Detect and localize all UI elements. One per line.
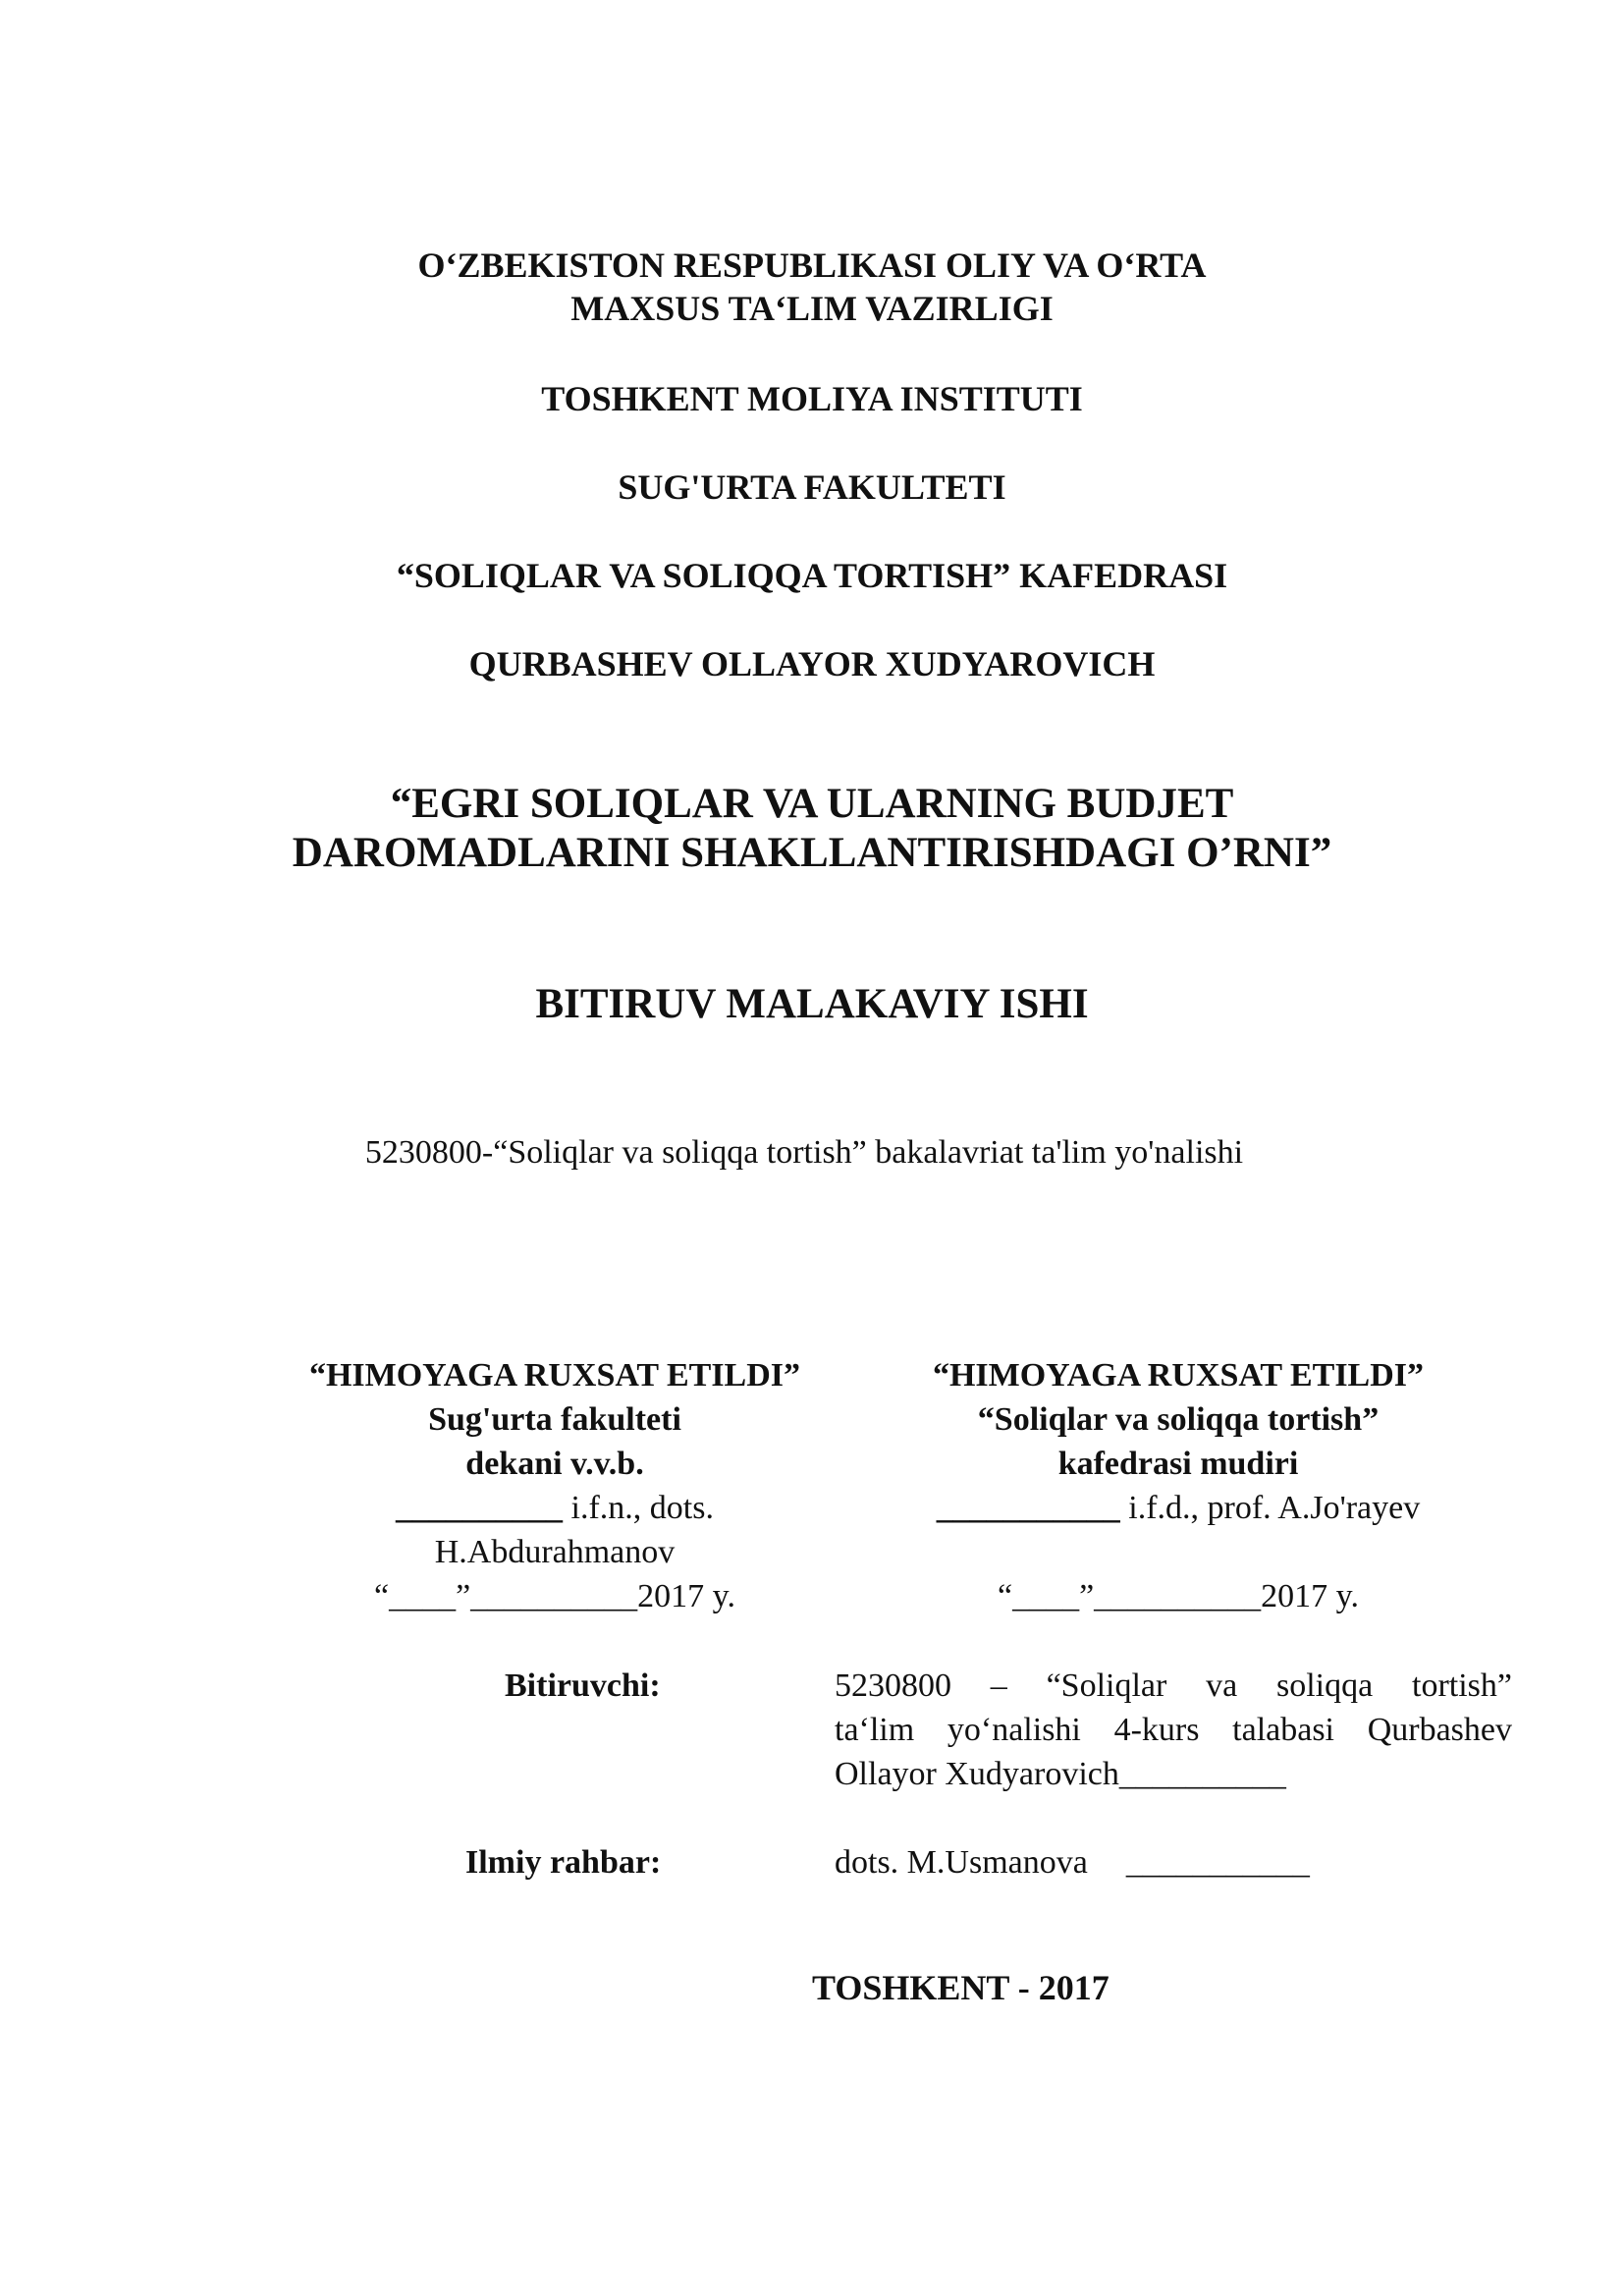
approval-left [245,1353,864,1618]
ministry-line-2: MAXSUS TA‘LIM VAZIRLIGI [570,289,1054,328]
approval-right-spacer [874,1530,1483,1574]
approval-right-degree-name: i.f.d., prof. A.Jo'rayev [1119,1490,1421,1526]
approval-left-name: H.Abdurahmanov [434,1534,676,1570]
supervisor-signature-blank: ___________ [1125,1844,1310,1881]
ministry-heading [0,244,1624,330]
graduate-info [835,1664,1512,1796]
faculty-name: SUG'URTA FAKULTETI [618,467,1006,507]
ministry-line-1: O‘ZBEKISTON RESPUBLIKASI OLIY VA O‘RTA [417,246,1207,285]
approval-left-faculty: Sug'urta fakulteti [428,1401,681,1438]
approval-right-signature-line [874,1486,1483,1530]
approval-left-signature-blank: __________ [396,1490,564,1526]
institute-name: TOSHKENT MOLIYA INSTITUTI [541,379,1083,418]
approval-left-signature-line [245,1486,864,1530]
thesis-title [0,780,1624,878]
specialty-line: 5230800-“Soliqlar va soliqqa tortish” bakalavriat ta'lim yo'nalishi [364,1134,1244,1171]
approval-left-date: “____”__________2017 y. [374,1578,735,1614]
approval-left-heading: “HIMOYAGA RUXSAT ETILDI” [308,1357,801,1394]
thesis-title-line-2: DAROMADLARINI SHAKLLANTIRISHDAGI O’RNI” [292,830,1332,876]
supervisor-name: dots. M.Usmanova [835,1844,1088,1881]
graduate-info-line-2: ta‘lim yo‘nalishi 4-kurs talabasi Qurbashev [835,1712,1512,1748]
work-type: BITIRUV MALAKAVIY ISHI [535,981,1089,1027]
graduate-info-line-3: Ollayor Xudyarovich__________ [835,1756,1286,1792]
approval-left-position: dekani v.v.b. [465,1446,644,1482]
approval-right-heading: “HIMOYAGA RUXSAT ETILDI” [932,1357,1425,1394]
supervisor-info [835,1840,1512,1885]
author-name: QURBASHEV OLLAYOR XUDYAROVICH [468,644,1156,683]
graduate-label: Bitiruvchi: [505,1667,661,1704]
city-year: TOSHKENT - 2017 [812,1968,1110,2007]
approval-right-date: “____”__________2017 y. [998,1578,1359,1614]
approval-right [874,1353,1483,1618]
approval-right-signature-blank: ___________ [936,1490,1120,1526]
approval-right-position: kafedrasi mudiri [1057,1446,1299,1482]
approval-left-degree: i.f.n., dots. [563,1490,714,1526]
supervisor-label: Ilmiy rahbar: [465,1844,662,1881]
approval-right-department: “Soliqlar va soliqqa tortish” [977,1401,1380,1438]
department-name: “SOLIQLAR VA SOLIQQA TORTISH” KAFEDRASI [396,556,1228,595]
graduate-info-line-1: 5230800 – “Soliqlar va soliqqa tortish” [835,1667,1512,1704]
thesis-title-line-1: “EGRI SOLIQLAR VA ULARNING BUDJET [390,781,1234,827]
